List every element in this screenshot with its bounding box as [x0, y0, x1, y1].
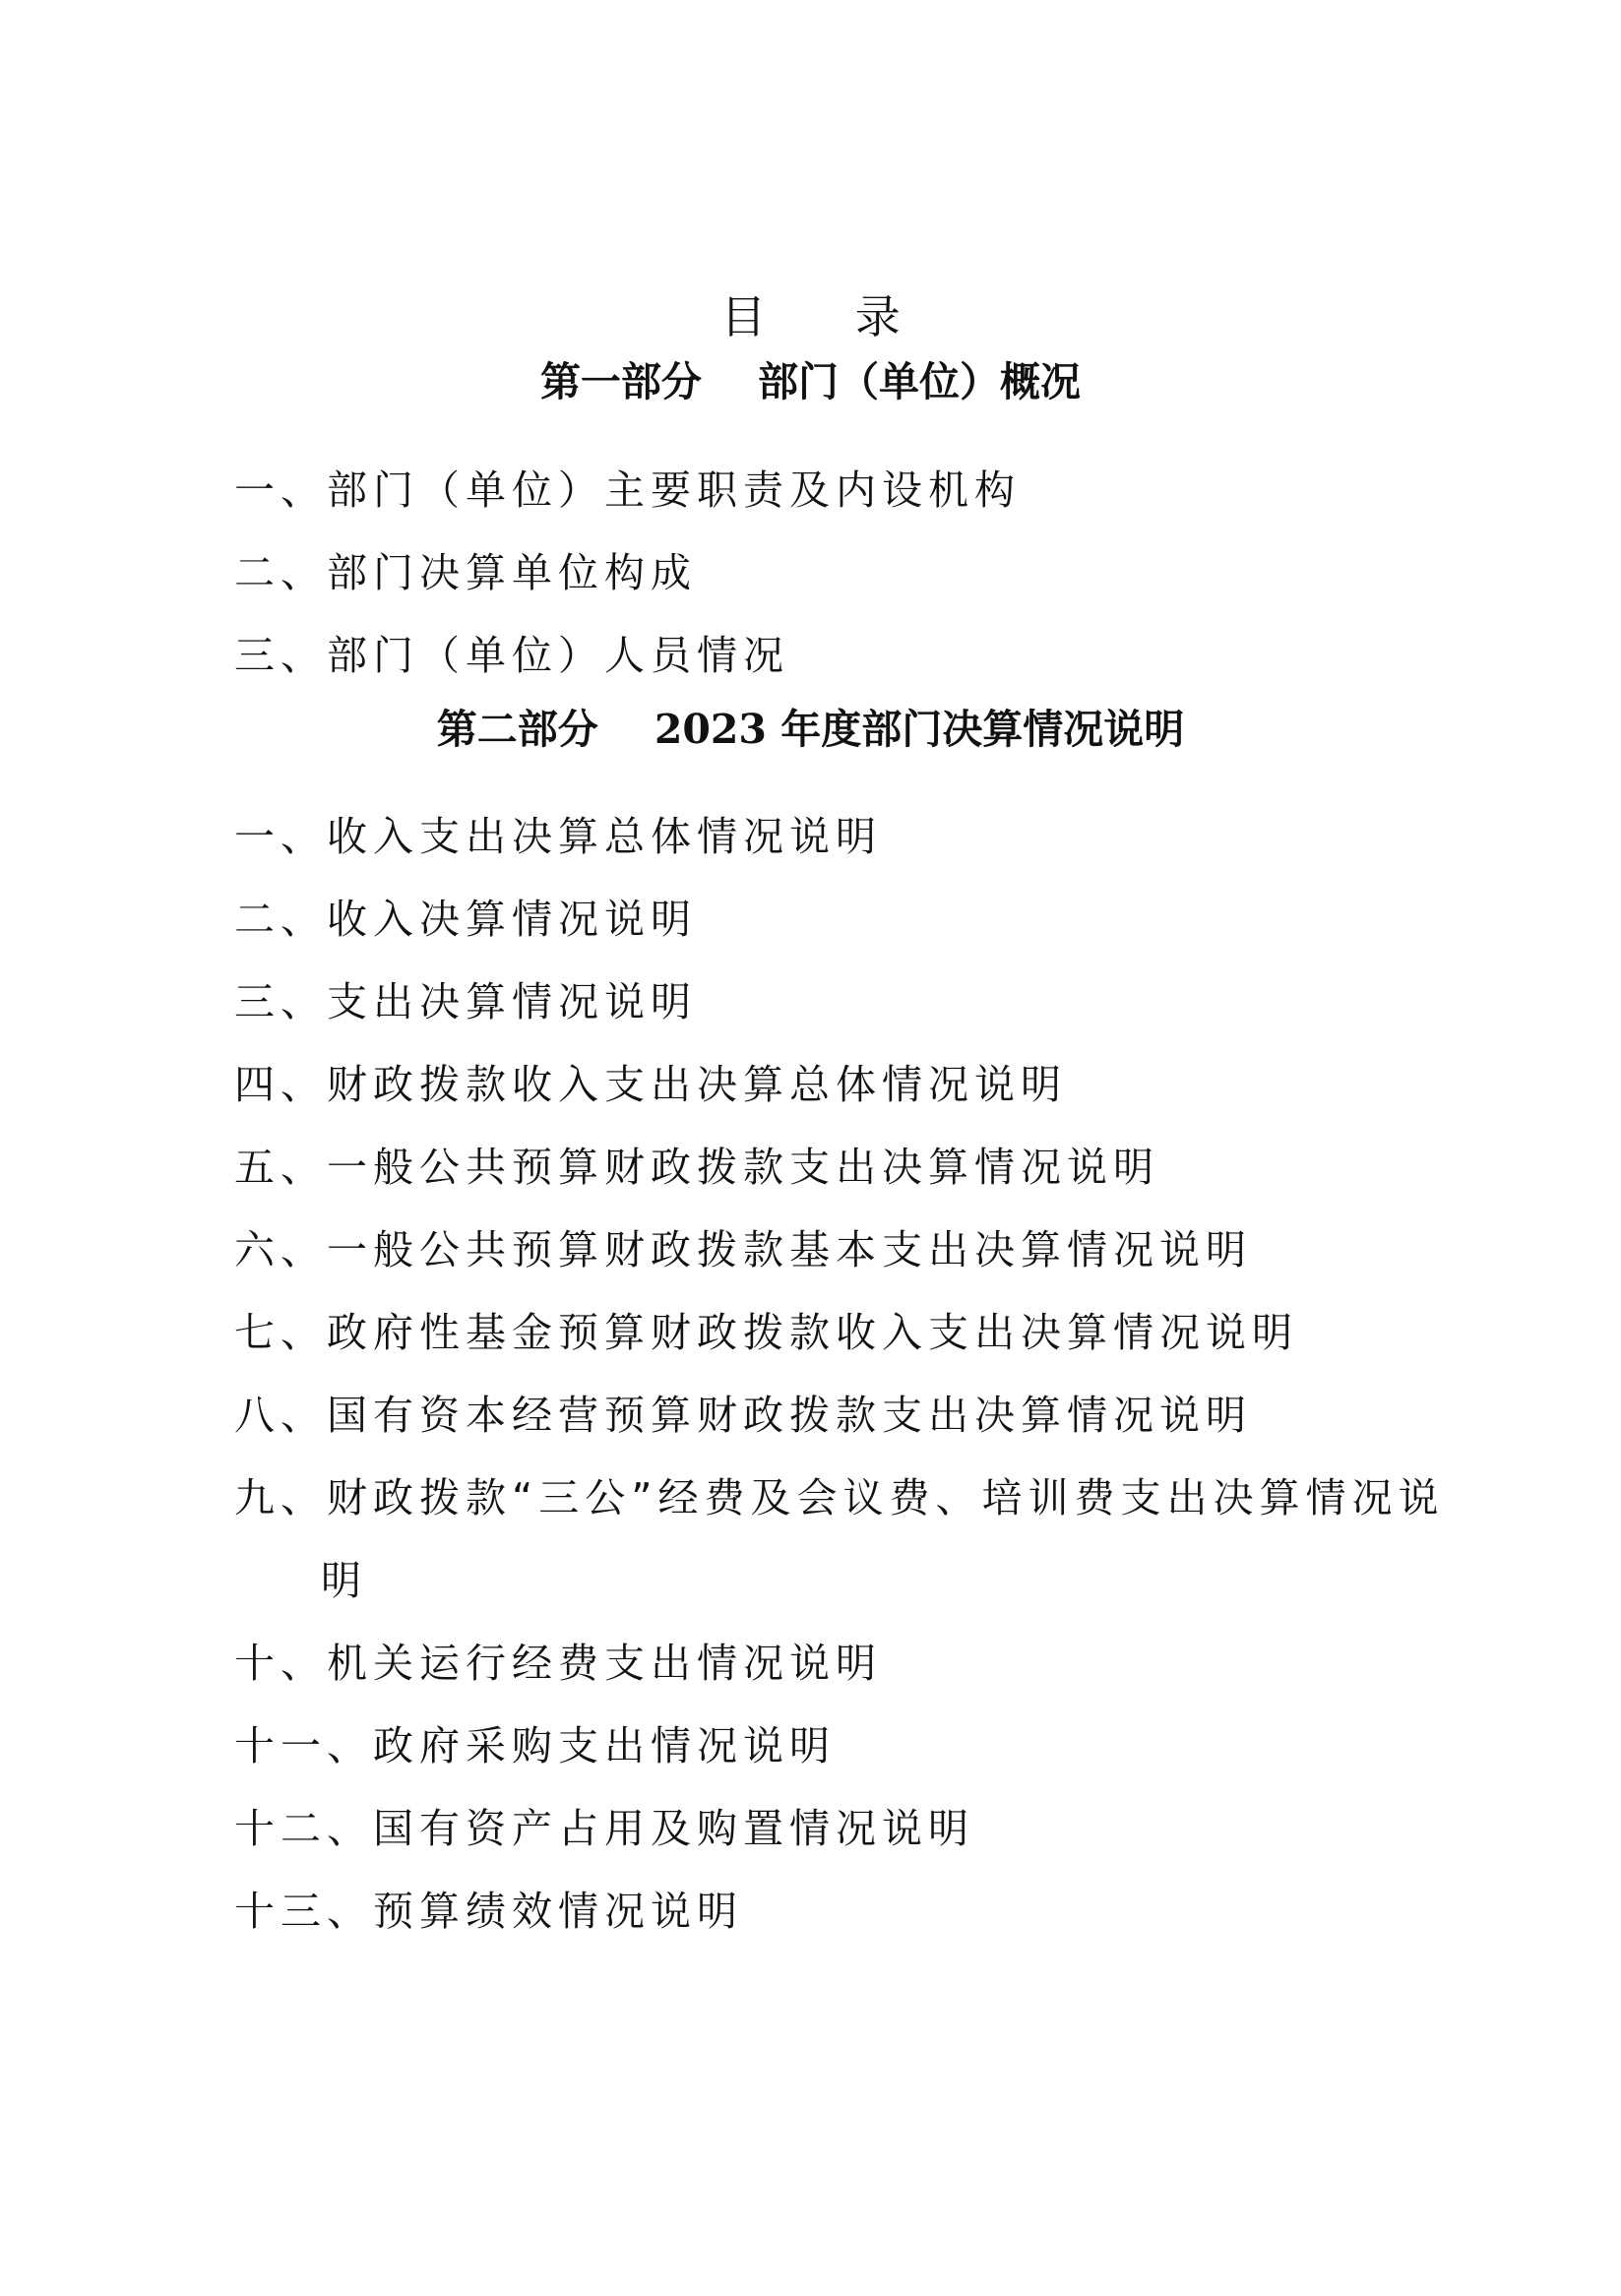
toc-item: 八、国有资本经营预算财政拨款支出决算情况说明 — [234, 1392, 1252, 1439]
toc-item: 三、部门（单位）人员情况 — [234, 632, 789, 679]
toc-item: 二、部门决算单位构成 — [234, 549, 697, 596]
toc-item: 四、财政拨款收入支出决算总体情况说明 — [234, 1061, 1067, 1108]
toc-item: 五、一般公共预算财政拨款支出决算情况说明 — [234, 1144, 1159, 1191]
toc-title: 目 录 — [720, 290, 938, 343]
toc-item: 十、机关运行经费支出情况说明 — [234, 1640, 882, 1687]
toc-item: 一、部门（单位）主要职责及内设机构 — [234, 466, 1021, 514]
toc-item: 六、一般公共预算财政拨款基本支出决算情况说明 — [234, 1226, 1252, 1273]
part2-heading: 第二部分 2023 年度部门决算情况说明 — [436, 706, 1185, 753]
toc-item: 九、财政拨款“三公”经费及会议费、培训费支出决算情况说 — [234, 1474, 1445, 1521]
toc-item: 十一、政府采购支出情况说明 — [234, 1722, 836, 1769]
part2-toc-list — [234, 795, 1445, 1953]
part1-toc-list — [234, 449, 1396, 697]
toc-item: 十三、预算绩效情况说明 — [234, 1888, 743, 1935]
part1-heading: 第一部分 部门（单位）概况 — [539, 358, 1082, 405]
toc-item: 一、收入支出决算总体情况说明 — [234, 813, 882, 860]
toc-item: 七、政府性基金预算财政拨款收入支出决算情况说明 — [234, 1309, 1298, 1356]
toc-item: 三、支出决算情况说明 — [234, 978, 697, 1025]
toc-item-continuation: 明 — [321, 1557, 367, 1604]
toc-item: 十二、国有资产占用及购置情况说明 — [234, 1805, 974, 1852]
toc-item: 二、收入决算情况说明 — [234, 896, 697, 943]
